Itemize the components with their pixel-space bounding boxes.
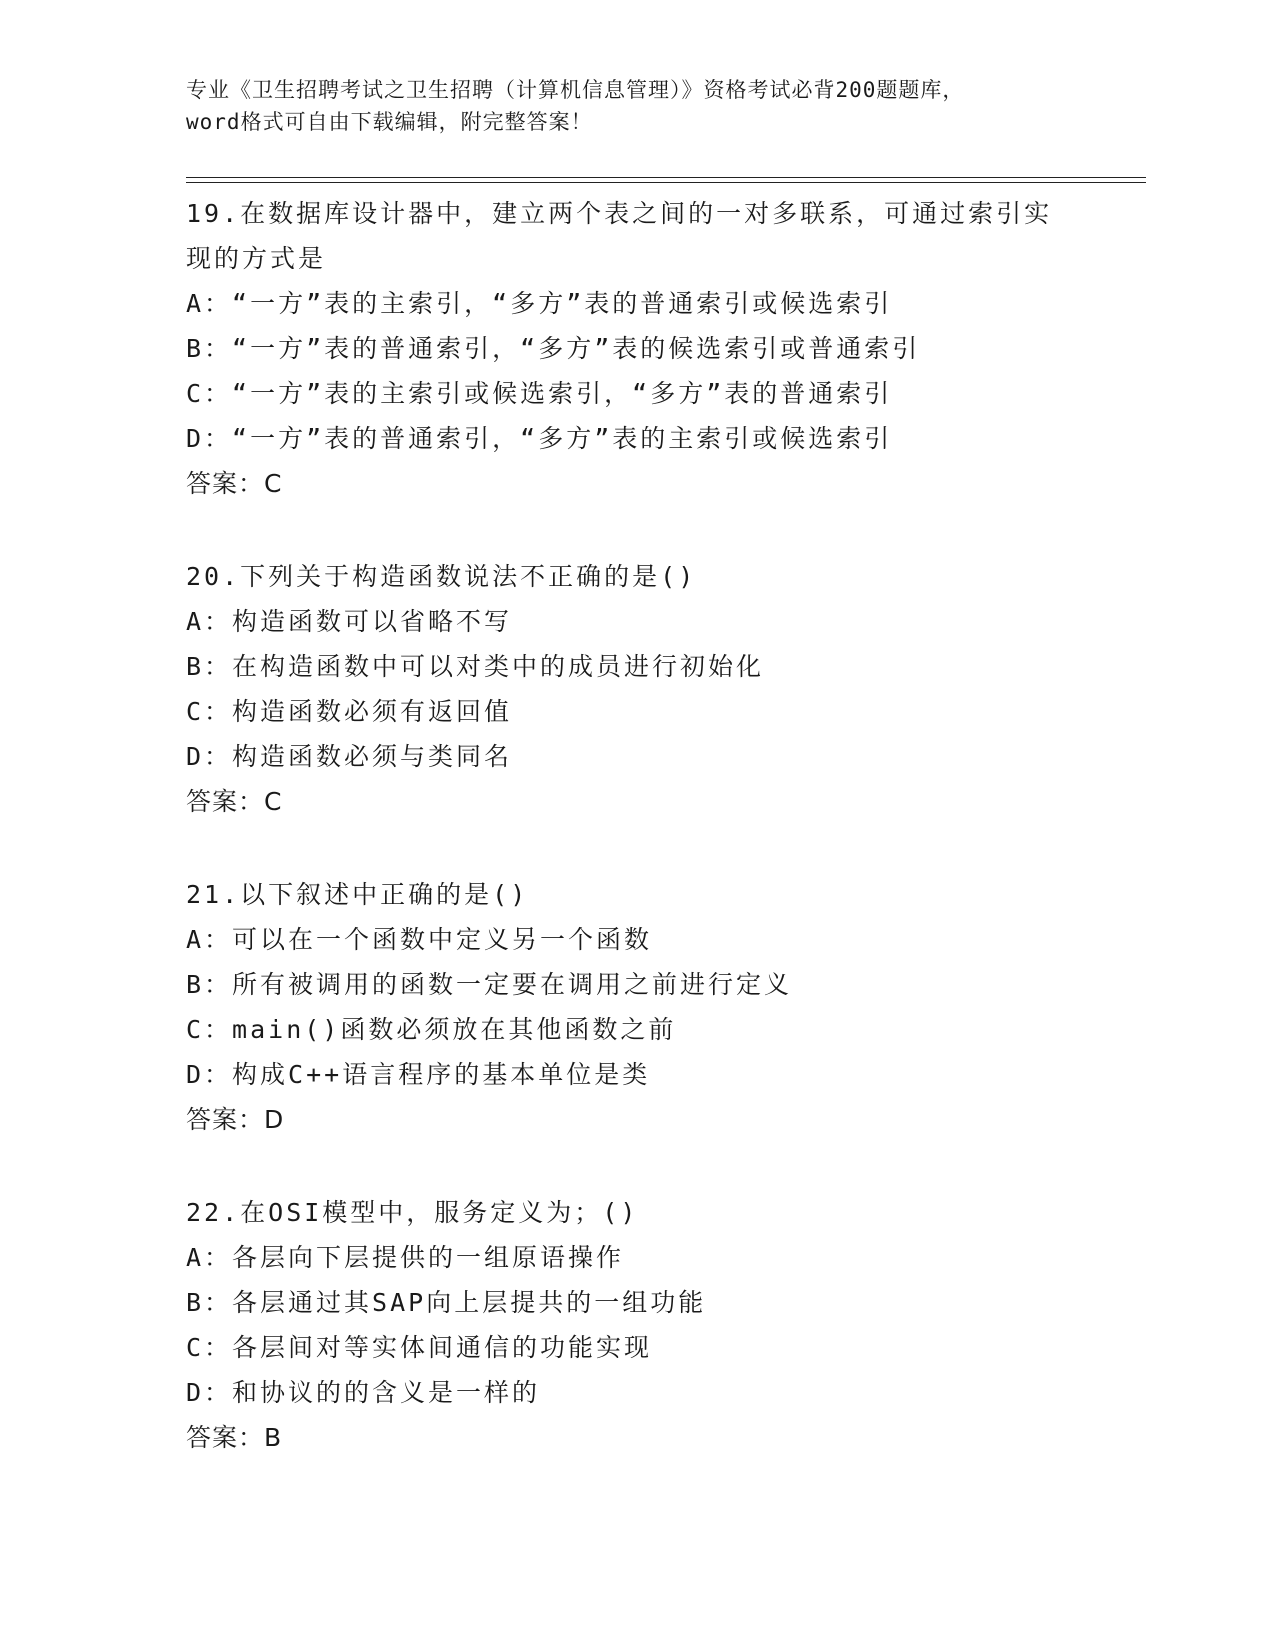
- header-divider-top: [186, 177, 1146, 178]
- question-stem: 22.在OSI模型中，服务定义为；(): [186, 1198, 639, 1227]
- option-b: B：在构造函数中可以对类中的成员进行初始化: [186, 652, 765, 681]
- question-22: [186, 1190, 1086, 1460]
- question-list: [186, 191, 1086, 1508]
- document-header: [186, 74, 1086, 138]
- question-19: [186, 191, 1086, 506]
- option-b: B：“一方”表的普通索引，“多方”表的候选索引或普通索引: [186, 334, 921, 363]
- option-d: D：构成C++语言程序的基本单位是类: [186, 1060, 651, 1089]
- question-20: [186, 554, 1086, 824]
- question-stem: 19.在数据库设计器中，建立两个表之间的一对多联系，可通过索引实: [186, 199, 1053, 228]
- answer-line: 答案：C: [186, 469, 283, 498]
- option-d: D：构造函数必须与类同名: [186, 742, 513, 771]
- option-c: C：各层间对等实体间通信的功能实现: [186, 1333, 653, 1362]
- question-stem-continued: 现的方式是: [186, 244, 327, 273]
- option-a: A：各层向下层提供的一组原语操作: [186, 1243, 625, 1272]
- answer-line: 答案：C: [186, 787, 283, 816]
- answer-line: 答案：B: [186, 1423, 283, 1452]
- question-stem: 20.下列关于构造函数说法不正确的是(): [186, 562, 697, 591]
- header-line-2: word格式可自由下载编辑，附完整答案！: [186, 110, 593, 134]
- header-line-1: 专业《卫生招聘考试之卫生招聘（计算机信息管理）》资格考试必背200题题库，: [186, 78, 965, 102]
- option-a: A：构造函数可以省略不写: [186, 607, 513, 636]
- option-b: B：所有被调用的函数一定要在调用之前进行定义: [186, 970, 793, 999]
- option-a: A：可以在一个函数中定义另一个函数: [186, 925, 653, 954]
- header-divider-bottom: [186, 182, 1146, 183]
- question-stem: 21.以下叙述中正确的是(): [186, 880, 529, 909]
- question-21: [186, 872, 1086, 1142]
- option-c: C：main()函数必须放在其他函数之前: [186, 1015, 677, 1044]
- option-c: C：“一方”表的主索引或候选索引，“多方”表的普通索引: [186, 379, 893, 408]
- option-d: D：“一方”表的普通索引，“多方”表的主索引或候选索引: [186, 424, 893, 453]
- answer-line: 答案：D: [186, 1105, 285, 1134]
- option-c: C：构造函数必须有返回值: [186, 697, 513, 726]
- option-a: A：“一方”表的主索引，“多方”表的普通索引或候选索引: [186, 289, 893, 318]
- option-b: B：各层通过其SAP向上层提共的一组功能: [186, 1288, 707, 1317]
- option-d: D：和协议的的含义是一样的: [186, 1378, 541, 1407]
